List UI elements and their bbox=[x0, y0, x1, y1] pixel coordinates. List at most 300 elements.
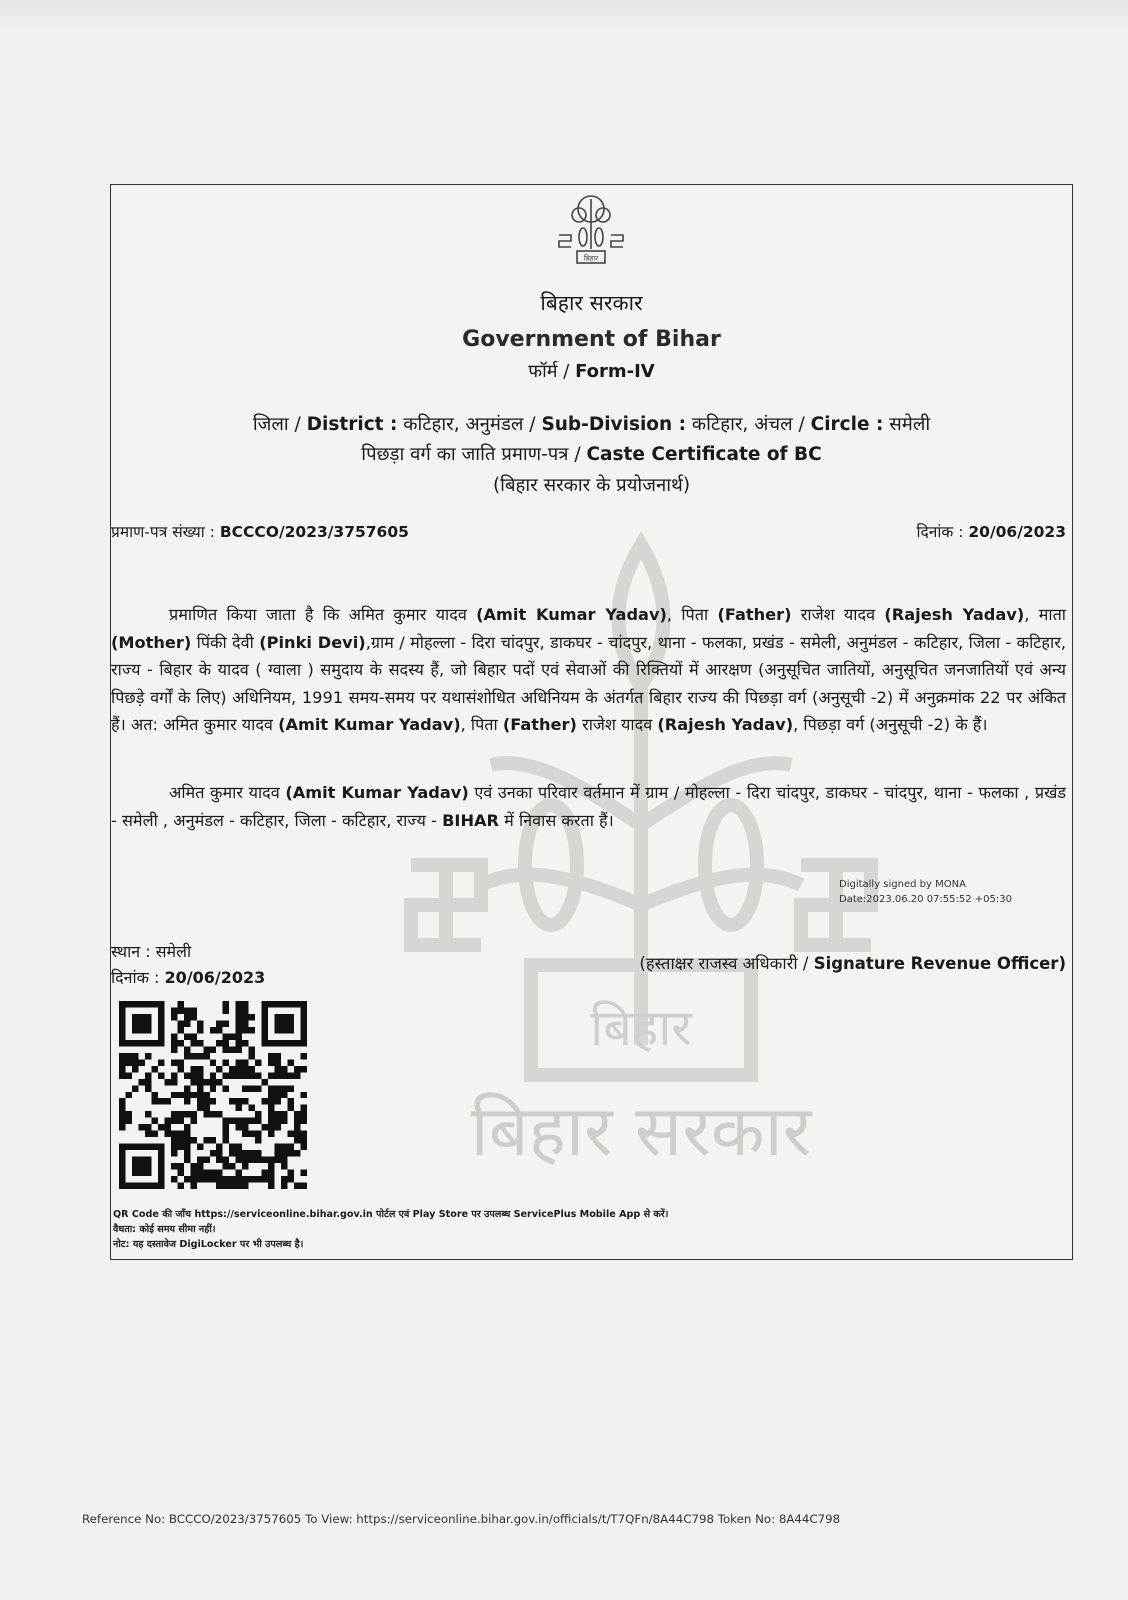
qr-module bbox=[184, 1046, 190, 1052]
qr-module bbox=[242, 1027, 248, 1033]
text-run: में निवास करता हैं। bbox=[498, 810, 614, 830]
watermark-badge: बिहार bbox=[590, 999, 692, 1057]
qr-module bbox=[268, 1176, 274, 1182]
qr-module bbox=[190, 1014, 196, 1020]
form-number bbox=[111, 359, 1072, 383]
qr-module bbox=[216, 1111, 222, 1117]
certificate-purpose: (बिहार सरकार के प्रयोजनार्थ) bbox=[492, 475, 691, 496]
qr-module bbox=[275, 1150, 281, 1156]
qr-module bbox=[203, 1046, 209, 1052]
qr-module bbox=[275, 1124, 281, 1130]
qr-module bbox=[249, 1046, 255, 1052]
qr-module bbox=[125, 1053, 131, 1059]
date-line bbox=[111, 965, 265, 991]
qr-module bbox=[177, 1118, 183, 1124]
qr-module bbox=[249, 1105, 255, 1111]
qr-module bbox=[151, 1118, 157, 1124]
qr-module bbox=[164, 1079, 170, 1085]
text-run: BIHAR bbox=[442, 810, 499, 830]
qr-module bbox=[203, 1137, 209, 1143]
qr-module bbox=[203, 1105, 209, 1111]
qr-module bbox=[216, 1183, 222, 1189]
qr-module bbox=[242, 1098, 248, 1104]
qr-module bbox=[242, 1059, 248, 1065]
qr-module bbox=[268, 1157, 274, 1163]
qr-module bbox=[203, 1053, 209, 1059]
qr-module bbox=[242, 1183, 248, 1189]
qr-module bbox=[145, 1079, 151, 1085]
qr-module bbox=[184, 1157, 190, 1163]
qr-module bbox=[294, 1137, 300, 1143]
text-run: (Father) bbox=[717, 605, 792, 624]
qr-module bbox=[223, 1007, 229, 1013]
place-value: समेली bbox=[155, 942, 192, 961]
qr-module bbox=[210, 1027, 216, 1033]
certificate-title-hindi: पिछड़ा वर्ग का जाति प्रमाण-पत्र / bbox=[361, 444, 581, 465]
qr-module bbox=[203, 1092, 209, 1098]
qr-module bbox=[236, 1033, 242, 1039]
qr-module bbox=[294, 1183, 300, 1189]
watermark-text: बिहार सरकार bbox=[470, 1090, 812, 1172]
qr-module bbox=[184, 1020, 190, 1026]
place-label: स्थान : bbox=[111, 942, 151, 961]
qr-module bbox=[151, 1098, 157, 1104]
qr-module bbox=[177, 1144, 183, 1150]
qr-module bbox=[171, 1092, 177, 1098]
qr-module bbox=[210, 1072, 216, 1078]
qr-module bbox=[255, 1137, 261, 1143]
qr-module bbox=[249, 1072, 255, 1078]
qr-module bbox=[236, 1105, 242, 1111]
qr-module bbox=[145, 1131, 151, 1137]
qr-module bbox=[236, 1040, 242, 1046]
qr-module bbox=[275, 1053, 281, 1059]
qr-module bbox=[177, 1059, 183, 1065]
qr-module bbox=[138, 1079, 144, 1085]
qr-module bbox=[236, 1157, 242, 1163]
qr-module bbox=[275, 1092, 281, 1098]
qr-module bbox=[236, 1124, 242, 1130]
qr-module bbox=[190, 1137, 196, 1143]
qr-module bbox=[145, 1072, 151, 1078]
qr-module bbox=[132, 1053, 138, 1059]
qr-module bbox=[171, 1176, 177, 1182]
qr-module bbox=[145, 1111, 151, 1117]
qr-module bbox=[288, 1072, 294, 1078]
qr-module bbox=[288, 1170, 294, 1176]
qr-module bbox=[229, 1066, 235, 1072]
subdivision-label-hindi: अनुमंडल / bbox=[465, 414, 536, 435]
qr-module bbox=[288, 1098, 294, 1104]
qr-module bbox=[184, 1176, 190, 1182]
qr-module bbox=[249, 1014, 255, 1020]
qr-module bbox=[125, 1072, 131, 1078]
qr-module bbox=[301, 1111, 307, 1117]
qr-module bbox=[184, 1053, 190, 1059]
qr-module bbox=[171, 1111, 177, 1117]
qr-module bbox=[294, 1118, 300, 1124]
qr-module bbox=[197, 1092, 203, 1098]
qr-module bbox=[229, 1033, 235, 1039]
qr-module bbox=[281, 1072, 287, 1078]
qr-module bbox=[255, 1072, 261, 1078]
signature-caption bbox=[639, 951, 1066, 974]
qr-module bbox=[242, 1131, 248, 1137]
qr-finder-pattern bbox=[132, 1014, 151, 1033]
qr-module bbox=[216, 1020, 222, 1026]
qr-module bbox=[229, 1176, 235, 1182]
qr-module bbox=[281, 1111, 287, 1117]
qr-module bbox=[268, 1098, 274, 1104]
signature-caption-hindi: (हस्ताक्षर राजस्व अधिकारी / bbox=[639, 954, 809, 973]
qr-module bbox=[197, 1144, 203, 1150]
bihar-emblem-logo bbox=[551, 189, 631, 269]
qr-module bbox=[236, 1170, 242, 1176]
qr-module bbox=[249, 1150, 255, 1156]
qr-module bbox=[255, 1118, 261, 1124]
qr-module bbox=[288, 1176, 294, 1182]
qr-module bbox=[177, 1040, 183, 1046]
qr-module bbox=[268, 1131, 274, 1137]
qr-module bbox=[275, 1085, 281, 1091]
verification-notes bbox=[113, 1207, 668, 1252]
qr-module bbox=[255, 1111, 261, 1117]
qr-module bbox=[223, 1118, 229, 1124]
qr-module bbox=[197, 1170, 203, 1176]
qr-module bbox=[151, 1131, 157, 1137]
qr-module bbox=[171, 1059, 177, 1065]
qr-module bbox=[262, 1170, 268, 1176]
qr-module bbox=[229, 1098, 235, 1104]
text-run: (Mother) bbox=[111, 632, 192, 652]
text-run: (Amit Kumar Yadav) bbox=[285, 783, 469, 802]
qr-module bbox=[275, 1144, 281, 1150]
reference-footer: Reference No: BCCCO/2023/3757605 To View: https://serviceonline.bihar.gov.in/officials/t/T7QFn/8A44C798 Token No: 8A44C798 bbox=[82, 1512, 841, 1526]
qr-module bbox=[216, 1027, 222, 1033]
qr-module bbox=[177, 1170, 183, 1176]
qr-module bbox=[229, 1183, 235, 1189]
qr-module bbox=[268, 1072, 274, 1078]
qr-module bbox=[171, 1163, 177, 1169]
qr-module bbox=[288, 1085, 294, 1091]
qr-module bbox=[294, 1111, 300, 1117]
qr-module bbox=[236, 1118, 242, 1124]
qr-module bbox=[190, 1183, 196, 1189]
qr-module bbox=[190, 1066, 196, 1072]
qr-module bbox=[184, 1072, 190, 1078]
qr-module bbox=[190, 1007, 196, 1013]
circle-value: समेली bbox=[889, 414, 931, 435]
qr-module bbox=[197, 1163, 203, 1169]
qr-module bbox=[262, 1098, 268, 1104]
qr-module bbox=[236, 1014, 242, 1020]
qr-module bbox=[151, 1092, 157, 1098]
qr-module bbox=[249, 1118, 255, 1124]
qr-module bbox=[119, 1105, 125, 1111]
qr-module bbox=[210, 1150, 216, 1156]
qr-module bbox=[119, 1072, 125, 1078]
qr-module bbox=[210, 1137, 216, 1143]
qr-module bbox=[255, 1131, 261, 1137]
digital-signature-signer: Digitally signed by MONA bbox=[839, 879, 966, 890]
qr-module bbox=[145, 1053, 151, 1059]
qr-module bbox=[177, 1007, 183, 1013]
qr-module bbox=[171, 1072, 177, 1078]
certificate-title bbox=[111, 441, 1072, 466]
qr-module bbox=[119, 1053, 125, 1059]
digilocker-note: नोट: यह दस्तावेज DigiLocker पर भी उपलब्ध है। bbox=[113, 1239, 304, 1250]
qr-module bbox=[190, 1170, 196, 1176]
qr-module bbox=[177, 1183, 183, 1189]
qr-module bbox=[223, 1033, 229, 1039]
qr-module bbox=[190, 1040, 196, 1046]
certificate-number-label: प्रमाण-पत्र संख्या : bbox=[111, 523, 215, 541]
qr-module bbox=[210, 1098, 216, 1104]
qr-module bbox=[281, 1150, 287, 1156]
qr-module bbox=[216, 1150, 222, 1156]
qr-module bbox=[145, 1085, 151, 1091]
qr-module bbox=[197, 1085, 203, 1091]
qr-module bbox=[236, 1059, 242, 1065]
qr-module bbox=[236, 1176, 242, 1182]
qr-module bbox=[255, 1157, 261, 1163]
qr-module bbox=[236, 1046, 242, 1052]
qr-module bbox=[242, 1124, 248, 1130]
qr-module bbox=[223, 1072, 229, 1078]
qr-module bbox=[119, 1118, 125, 1124]
text-run: , माता bbox=[1024, 605, 1066, 624]
qr-module bbox=[203, 1111, 209, 1117]
qr-module bbox=[132, 1066, 138, 1072]
certificate-title-english: Caste Certificate of BC bbox=[586, 444, 822, 465]
qr-module bbox=[197, 1066, 203, 1072]
qr-module bbox=[177, 1131, 183, 1137]
qr-module bbox=[249, 1131, 255, 1137]
qr-module bbox=[223, 1137, 229, 1143]
qr-module bbox=[301, 1066, 307, 1072]
qr-module bbox=[164, 1131, 170, 1137]
qr-module bbox=[236, 1072, 242, 1078]
qr-module bbox=[275, 1072, 281, 1078]
issue-date-label: दिनांक : bbox=[916, 523, 964, 541]
qr-module bbox=[268, 1183, 274, 1189]
qr-module bbox=[242, 1150, 248, 1156]
subdivision-value: कटिहार, bbox=[691, 414, 749, 435]
qr-module bbox=[223, 1020, 229, 1026]
qr-module bbox=[262, 1176, 268, 1182]
qr-module bbox=[301, 1137, 307, 1143]
qr-module bbox=[262, 1079, 268, 1085]
text-run: एवं उनका परिवार वर्तमान में ग्राम / मोहल्ला - दिरा चांदपुर, डाकघर - चांदपुर, थाना - फलका , प्रखंड - समेली , अनुमंडल - कटिहार, जिला - कटिहार, राज्य - bbox=[111, 783, 1066, 830]
qr-module bbox=[268, 1105, 274, 1111]
district-label-english: District : bbox=[306, 414, 398, 435]
qr-module bbox=[203, 1176, 209, 1182]
qr-module bbox=[171, 1137, 177, 1143]
qr-module bbox=[145, 1124, 151, 1130]
qr-module bbox=[301, 1170, 307, 1176]
qr-module bbox=[177, 1001, 183, 1007]
qr-module bbox=[190, 1053, 196, 1059]
qr-module bbox=[281, 1157, 287, 1163]
qr-module bbox=[275, 1059, 281, 1065]
qr-module bbox=[177, 1027, 183, 1033]
qr-module bbox=[164, 1098, 170, 1104]
signature-caption-english: Signature Revenue Officer) bbox=[813, 954, 1066, 973]
qr-module bbox=[171, 1118, 177, 1124]
qr-module bbox=[242, 1007, 248, 1013]
text-run: (Amit Kumar Yadav) bbox=[278, 715, 461, 735]
qr-module bbox=[197, 1098, 203, 1104]
qr-module bbox=[132, 1085, 138, 1091]
qr-module bbox=[158, 1124, 164, 1130]
qr-module bbox=[216, 1170, 222, 1176]
qr-module bbox=[301, 1131, 307, 1137]
qr-module bbox=[242, 1176, 248, 1182]
qr-module bbox=[268, 1118, 274, 1124]
qr-module bbox=[158, 1059, 164, 1065]
issue-date-value: 20/06/2023 bbox=[968, 523, 1066, 541]
qr-module bbox=[249, 1053, 255, 1059]
qr-module bbox=[262, 1157, 268, 1163]
qr-module bbox=[210, 1046, 216, 1052]
qr-module bbox=[268, 1059, 274, 1065]
qr-module bbox=[210, 1085, 216, 1091]
qr-module bbox=[249, 1066, 255, 1072]
qr-module bbox=[301, 1118, 307, 1124]
qr-code[interactable] bbox=[119, 1001, 307, 1189]
qr-module bbox=[294, 1072, 300, 1078]
qr-module bbox=[125, 1118, 131, 1124]
qr-module bbox=[210, 1111, 216, 1117]
qr-module bbox=[184, 1144, 190, 1150]
text-run: (Pinki Devi) bbox=[259, 632, 366, 652]
qr-module bbox=[184, 1007, 190, 1013]
qr-module bbox=[249, 1176, 255, 1182]
qr-module bbox=[184, 1014, 190, 1020]
qr-module bbox=[294, 1124, 300, 1130]
text-run: (Rajesh Yadav) bbox=[657, 715, 794, 735]
qr-module bbox=[262, 1124, 268, 1130]
qr-module bbox=[242, 1118, 248, 1124]
qr-module bbox=[203, 1157, 209, 1163]
qr-module bbox=[138, 1059, 144, 1065]
qr-module bbox=[236, 1066, 242, 1072]
qr-module bbox=[242, 1085, 248, 1091]
qr-module bbox=[229, 1118, 235, 1124]
qr-module bbox=[171, 1079, 177, 1085]
qr-module bbox=[236, 1144, 242, 1150]
qr-module bbox=[190, 1118, 196, 1124]
title-hindi: बिहार सरकार bbox=[540, 291, 643, 315]
qr-module bbox=[190, 1072, 196, 1078]
qr-finder-pattern bbox=[132, 1157, 151, 1176]
qr-module bbox=[132, 1059, 138, 1065]
qr-module bbox=[275, 1157, 281, 1163]
qr-module bbox=[281, 1183, 287, 1189]
qr-module bbox=[197, 1157, 203, 1163]
qr-module bbox=[138, 1124, 144, 1130]
qr-module bbox=[184, 1137, 190, 1143]
qr-module bbox=[210, 1170, 216, 1176]
qr-module bbox=[281, 1118, 287, 1124]
qr-module bbox=[223, 1176, 229, 1182]
qr-module bbox=[268, 1085, 274, 1091]
qr-module bbox=[177, 1092, 183, 1098]
text-run: (Amit Kumar Yadav) bbox=[476, 605, 667, 624]
form-label-hindi: फॉर्म / bbox=[528, 361, 570, 382]
qr-module bbox=[177, 1020, 183, 1026]
text-run: , पिता bbox=[460, 715, 503, 735]
qr-module bbox=[171, 1144, 177, 1150]
circle-label-hindi: अंचल / bbox=[754, 414, 805, 435]
issue-date bbox=[917, 520, 1066, 542]
subdivision-label-english: Sub-Division : bbox=[541, 414, 687, 435]
emblem-text: बिहार bbox=[583, 254, 599, 263]
scan-edge bbox=[0, 0, 1128, 28]
certificate-number-value: BCCCO/2023/3757605 bbox=[219, 523, 409, 541]
qr-module bbox=[216, 1066, 222, 1072]
certificate-number bbox=[111, 520, 409, 542]
qr-module bbox=[190, 1092, 196, 1098]
qr-module bbox=[119, 1059, 125, 1065]
text-run: राजेश यादव bbox=[576, 715, 658, 735]
qr-module bbox=[158, 1098, 164, 1104]
district-label-hindi: जिला / bbox=[252, 414, 301, 435]
jurisdiction-line bbox=[111, 411, 1072, 436]
text-run: प्रमाणित किया जाता है कि अमित कुमार यादव bbox=[169, 605, 477, 624]
qr-module bbox=[177, 1111, 183, 1117]
text-run: , पिता bbox=[666, 605, 718, 624]
qr-module bbox=[190, 1176, 196, 1182]
qr-module bbox=[171, 1014, 177, 1020]
title-english: Government of Bihar bbox=[462, 327, 721, 352]
qr-module bbox=[281, 1092, 287, 1098]
qr-module bbox=[223, 1001, 229, 1007]
qr-module bbox=[223, 1046, 229, 1052]
district-value: कटिहार, bbox=[403, 414, 460, 435]
qr-module bbox=[236, 1007, 242, 1013]
qr-module bbox=[171, 1040, 177, 1046]
qr-module bbox=[216, 1040, 222, 1046]
qr-module bbox=[197, 1027, 203, 1033]
qr-module bbox=[171, 1033, 177, 1039]
qr-module bbox=[242, 1163, 248, 1169]
qr-module bbox=[197, 1020, 203, 1026]
qr-module bbox=[184, 1124, 190, 1130]
digital-signature-stamp bbox=[839, 877, 1012, 907]
qr-module bbox=[236, 1098, 242, 1104]
qr-module bbox=[197, 1040, 203, 1046]
qr-module bbox=[301, 1183, 307, 1189]
qr-module bbox=[190, 1163, 196, 1169]
digital-signature-date: Date:2023.06.20 07:55:52 +05:30 bbox=[839, 894, 1012, 905]
validity-note: वैधता: कोई समय सीमा नहीं। bbox=[113, 1224, 216, 1235]
qr-module bbox=[275, 1111, 281, 1117]
qr-module bbox=[242, 1066, 248, 1072]
residence-paragraph bbox=[111, 779, 1066, 834]
qr-module bbox=[184, 1033, 190, 1039]
qr-module bbox=[125, 1111, 131, 1117]
qr-module bbox=[242, 1072, 248, 1078]
qr-module bbox=[171, 1046, 177, 1052]
qr-verification-note: QR Code की जाँच https://serviceonline.bihar.gov.in पोर्टल एवं Play Store पर उपलब्ध ServicePlus Mobile App से करें। bbox=[113, 1209, 669, 1220]
qr-module bbox=[281, 1085, 287, 1091]
qr-module bbox=[177, 1066, 183, 1072]
qr-module bbox=[229, 1163, 235, 1169]
text-run: , पिछड़ा वर्ग (अनुसूची -2) के हैं। bbox=[793, 715, 988, 735]
qr-module bbox=[255, 1085, 261, 1091]
qr-module bbox=[184, 1092, 190, 1098]
